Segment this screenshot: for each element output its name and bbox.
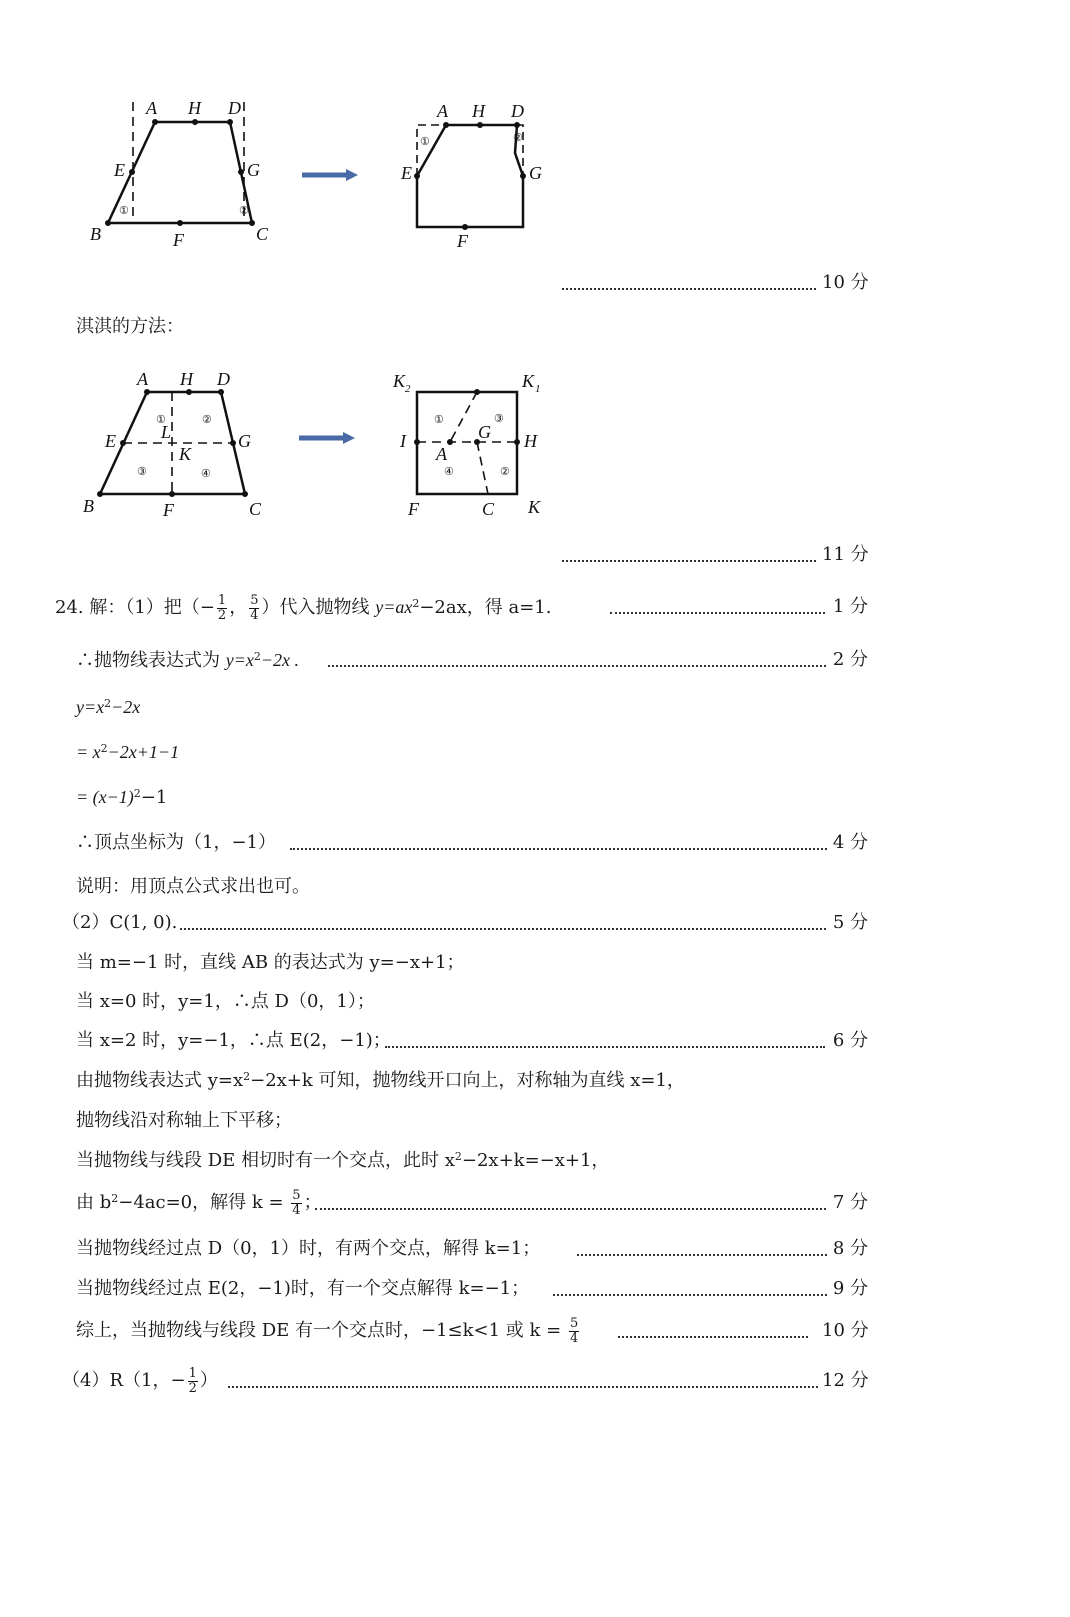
q24-line-9 bbox=[0, 948, 1070, 978]
svg-text:K: K bbox=[393, 371, 406, 391]
q24-line-12 bbox=[0, 1066, 1070, 1096]
q24-line-1 bbox=[0, 592, 1070, 626]
svg-text:E: E bbox=[401, 163, 412, 183]
q24-line-6 bbox=[0, 828, 1070, 858]
svg-text:H: H bbox=[524, 431, 537, 451]
svg-text:C: C bbox=[256, 224, 269, 244]
score: 8 分 bbox=[832, 1238, 868, 1259]
q24-text: 综上，当抛物线与线段 DE 有一个交点时，−1≤k<1 或 k = $\frac{5}{4}$ bbox=[76, 1315, 579, 1346]
svg-text:1: 1 bbox=[535, 383, 541, 395]
svg-text:D: D bbox=[511, 101, 524, 121]
svg-text:④: ④ bbox=[444, 466, 454, 478]
q24-text: 24. 解：（1）把（− $\frac{1}{2}$ ， $\frac{5}{4}$ ）代入抛物线 $y=ax^2-2ax$，得 a=1. bbox=[55, 592, 552, 623]
qiqi-heading bbox=[0, 312, 1070, 342]
q24-text: 当抛物线经过点 D（0，1）时，有两个交点，解得 k=1； bbox=[76, 1238, 541, 1259]
svg-text:K: K bbox=[179, 444, 192, 464]
svg-text:F: F bbox=[408, 499, 419, 519]
score: 1 分 bbox=[832, 596, 868, 617]
score: 4 分 bbox=[832, 832, 868, 853]
svg-text:②: ② bbox=[202, 414, 212, 426]
figure-square-result-2 bbox=[390, 365, 560, 525]
svg-text:A: A bbox=[436, 444, 447, 464]
svg-text:2: 2 bbox=[405, 383, 411, 395]
q24-text: （4）R（1，− $\frac{1}{2}$ ） bbox=[62, 1365, 218, 1396]
score: 7 分 bbox=[832, 1192, 868, 1213]
svg-text:D: D bbox=[217, 369, 230, 389]
q24-text: 当 m=−1 时，直线 AB 的表达式为 y=−x+1； bbox=[76, 952, 465, 973]
q24-text: ∴顶点坐标为（1，−1） bbox=[76, 832, 276, 853]
q24-text: （2）C(1, 0). bbox=[62, 912, 178, 933]
q24-line-11 bbox=[0, 1026, 1070, 1056]
q24-line-15 bbox=[0, 1188, 1070, 1224]
svg-text:G: G bbox=[529, 163, 542, 183]
svg-text:②: ② bbox=[239, 205, 249, 217]
q24-line-2 bbox=[0, 645, 1070, 675]
q24-line-4 bbox=[0, 737, 1070, 767]
q24-text: 当 x=2 时，y=−1，∴点 E(2，−1)； bbox=[76, 1030, 391, 1051]
svg-text:④: ④ bbox=[201, 468, 211, 480]
svg-text:G: G bbox=[478, 422, 491, 442]
score: 2 分 bbox=[832, 649, 868, 670]
svg-text:B: B bbox=[90, 224, 101, 244]
figure-trapezoid-cut-1 bbox=[80, 90, 290, 255]
figure-square-result-1 bbox=[395, 95, 565, 255]
svg-text:E: E bbox=[105, 431, 116, 451]
svg-text:H: H bbox=[180, 369, 193, 389]
q24-text: = $(x-1)^2-1$ bbox=[76, 787, 168, 808]
svg-text:G: G bbox=[238, 431, 251, 451]
q24-line-18 bbox=[0, 1316, 1070, 1352]
score: 6 分 bbox=[832, 1030, 868, 1051]
svg-text:K: K bbox=[528, 497, 541, 517]
svg-text:D: D bbox=[228, 98, 241, 118]
q24-line-17 bbox=[0, 1274, 1070, 1304]
score-line-10a bbox=[0, 268, 1070, 298]
q24-line-14 bbox=[0, 1146, 1070, 1176]
q24-line-16 bbox=[0, 1234, 1070, 1264]
svg-text:L: L bbox=[161, 422, 172, 442]
svg-text:H: H bbox=[472, 101, 485, 121]
svg-text:①: ① bbox=[434, 414, 444, 426]
q24-text: 说明：用顶点公式求出也可。 bbox=[76, 876, 310, 897]
svg-text:F: F bbox=[173, 230, 184, 250]
score: 10 分 bbox=[822, 272, 869, 293]
svg-text:A: A bbox=[137, 369, 148, 389]
q24-text: 由 $b^2-4ac=0$，解得 k = $\frac{5}{4}$ ； bbox=[76, 1187, 322, 1218]
svg-text:A: A bbox=[437, 101, 448, 121]
svg-text:F: F bbox=[163, 500, 174, 520]
q24-text: $y=x^2-2x$ bbox=[76, 697, 141, 717]
q24-text: 由抛物线表达式 $y=x^2-2x+k$ 可知，抛物线开口向上，对称轴为直线 x=1， bbox=[76, 1070, 685, 1091]
qiqi-method-label: 淇淇的方法： bbox=[76, 316, 184, 337]
svg-text:①: ① bbox=[420, 136, 430, 148]
q24-text: 当 x=0 时，y=1，∴点 D（0，1）； bbox=[76, 991, 375, 1012]
arrow-icon bbox=[297, 431, 357, 445]
svg-text:K: K bbox=[522, 371, 535, 391]
score-line-11 bbox=[0, 540, 1070, 570]
arrow-icon bbox=[300, 168, 360, 182]
score: 12 分 bbox=[822, 1370, 869, 1391]
svg-text:G: G bbox=[247, 160, 260, 180]
score: 5 分 bbox=[832, 912, 868, 933]
q24-text: ∴抛物线表达式为 $y=x^2-2x$ . bbox=[76, 650, 299, 671]
svg-text:I: I bbox=[400, 431, 406, 451]
score: 11 分 bbox=[822, 544, 869, 565]
q24-line-8 bbox=[0, 908, 1070, 938]
svg-text:B: B bbox=[83, 496, 94, 516]
q24-line-3 bbox=[0, 692, 1070, 722]
svg-text:H: H bbox=[188, 98, 201, 118]
svg-text:F: F bbox=[457, 231, 468, 251]
svg-text:①: ① bbox=[156, 414, 166, 426]
q24-line-5 bbox=[0, 782, 1070, 812]
svg-text:C: C bbox=[482, 499, 495, 519]
q24-line-10 bbox=[0, 987, 1070, 1017]
score: 10 分 bbox=[822, 1320, 869, 1341]
svg-text:②: ② bbox=[513, 132, 523, 144]
svg-text:②: ② bbox=[500, 466, 510, 478]
q24-line-19 bbox=[0, 1366, 1070, 1402]
q24-text: 抛物线沿对称轴上下平移； bbox=[76, 1110, 292, 1131]
svg-text:A: A bbox=[146, 98, 157, 118]
figure-trapezoid-cut-2 bbox=[75, 365, 275, 525]
q24-text: 当抛物线与线段 DE 相切时有一个交点，此时 $x^2-2x+k=-x+1$， bbox=[76, 1150, 610, 1171]
score: 9 分 bbox=[832, 1278, 868, 1299]
q24-text: = $x^2-2x+1-1$ bbox=[76, 742, 180, 762]
q24-text: 当抛物线经过点 E(2，−1)时，有一个交点解得 k=−1； bbox=[76, 1278, 530, 1299]
svg-text:③: ③ bbox=[494, 413, 504, 425]
q24-line-13 bbox=[0, 1106, 1070, 1136]
svg-text:E: E bbox=[114, 160, 125, 180]
svg-text:C: C bbox=[249, 499, 262, 519]
svg-text:③: ③ bbox=[137, 466, 147, 478]
svg-text:①: ① bbox=[119, 205, 129, 217]
q24-line-7 bbox=[0, 872, 1070, 902]
